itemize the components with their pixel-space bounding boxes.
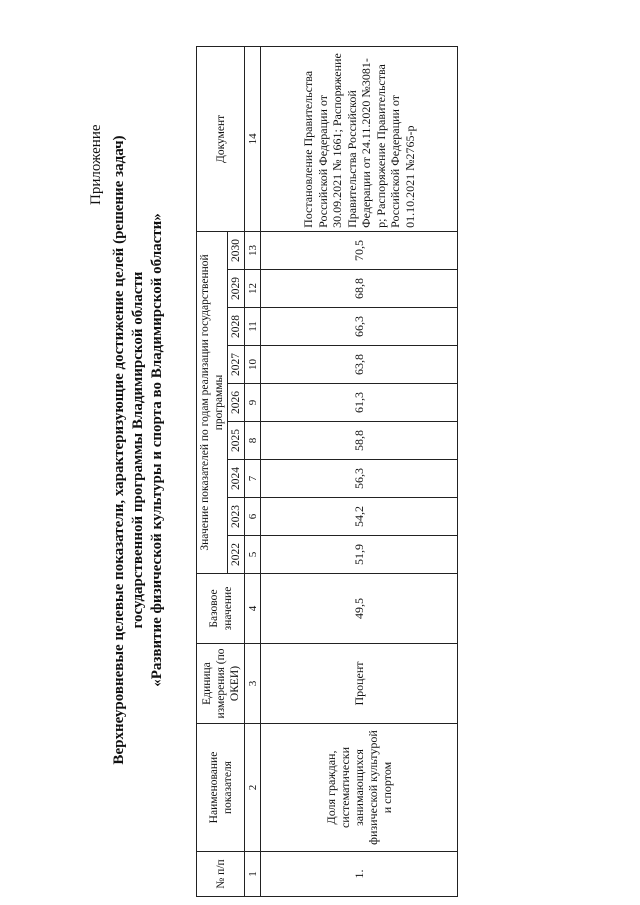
appendix-label: Приложение bbox=[88, 124, 104, 205]
column-index-row bbox=[245, 46, 261, 896]
document-reference: Постановление Правительства Российской Федерации от 30.09.2021 № 1661; Распоряжение Правительства Российской Федерации от 24.11.2020 №3081-р; Распоряжение Правительства Российской Федерации от 01.10.2021 №2765-р bbox=[261, 46, 458, 231]
year-value: 61,3 bbox=[261, 384, 458, 422]
title-line: «Развитие физической культуры и спорта во Владимирской области» bbox=[149, 213, 165, 687]
header-document: Документ bbox=[197, 46, 245, 231]
header-row bbox=[197, 46, 228, 896]
column-index: 14 bbox=[245, 46, 261, 231]
column-index: 1 bbox=[245, 852, 261, 897]
header-unit: Единица измерения (по ОКЕИ) bbox=[197, 644, 245, 724]
header-year: 2024 bbox=[228, 460, 245, 498]
year-value: 70,5 bbox=[261, 231, 458, 269]
header-year: 2029 bbox=[228, 270, 245, 308]
indicator-name: Доля граждан, систематически занимающихся физической культурой и спортом bbox=[261, 724, 458, 852]
header-year: 2025 bbox=[228, 422, 245, 460]
column-index: 12 bbox=[245, 270, 261, 308]
header-year: 2023 bbox=[228, 498, 245, 536]
indicator-unit: Процент bbox=[261, 644, 458, 724]
year-value: 63,8 bbox=[261, 346, 458, 384]
title-line: Верхнеуровневые целевые показатели, характеризующие достижение целей (решение задач) bbox=[111, 135, 127, 765]
year-value: 66,3 bbox=[261, 308, 458, 346]
column-index: 5 bbox=[245, 536, 261, 574]
column-index: 6 bbox=[245, 498, 261, 536]
column-index: 11 bbox=[245, 308, 261, 346]
header-num: № п/п bbox=[197, 852, 245, 897]
header-name: Наименование показателя bbox=[197, 724, 245, 852]
column-index: 2 bbox=[245, 724, 261, 852]
header-year: 2026 bbox=[228, 384, 245, 422]
year-value: 58,8 bbox=[261, 422, 458, 460]
column-index: 4 bbox=[245, 574, 261, 644]
year-value: 68,8 bbox=[261, 270, 458, 308]
base-value: 49,5 bbox=[261, 574, 458, 644]
document-title bbox=[110, 105, 167, 795]
column-index: 8 bbox=[245, 422, 261, 460]
indicators-table bbox=[196, 46, 458, 897]
header-year: 2022 bbox=[228, 536, 245, 574]
table-row bbox=[261, 46, 458, 896]
column-index: 13 bbox=[245, 231, 261, 269]
column-index: 9 bbox=[245, 384, 261, 422]
row-num: 1. bbox=[261, 852, 458, 897]
header-year: 2030 bbox=[228, 231, 245, 269]
header-years-group: Значение показателей по годам реализации государственной программы bbox=[197, 231, 228, 573]
year-value: 56,3 bbox=[261, 460, 458, 498]
year-value: 54,2 bbox=[261, 498, 458, 536]
year-value: 51,9 bbox=[261, 536, 458, 574]
header-year: 2028 bbox=[228, 308, 245, 346]
column-index: 7 bbox=[245, 460, 261, 498]
title-line: государственной программы Владимирской области bbox=[130, 271, 146, 629]
header-base: Базовое значение bbox=[197, 574, 245, 644]
column-index: 3 bbox=[245, 644, 261, 724]
header-year: 2027 bbox=[228, 346, 245, 384]
column-index: 10 bbox=[245, 346, 261, 384]
